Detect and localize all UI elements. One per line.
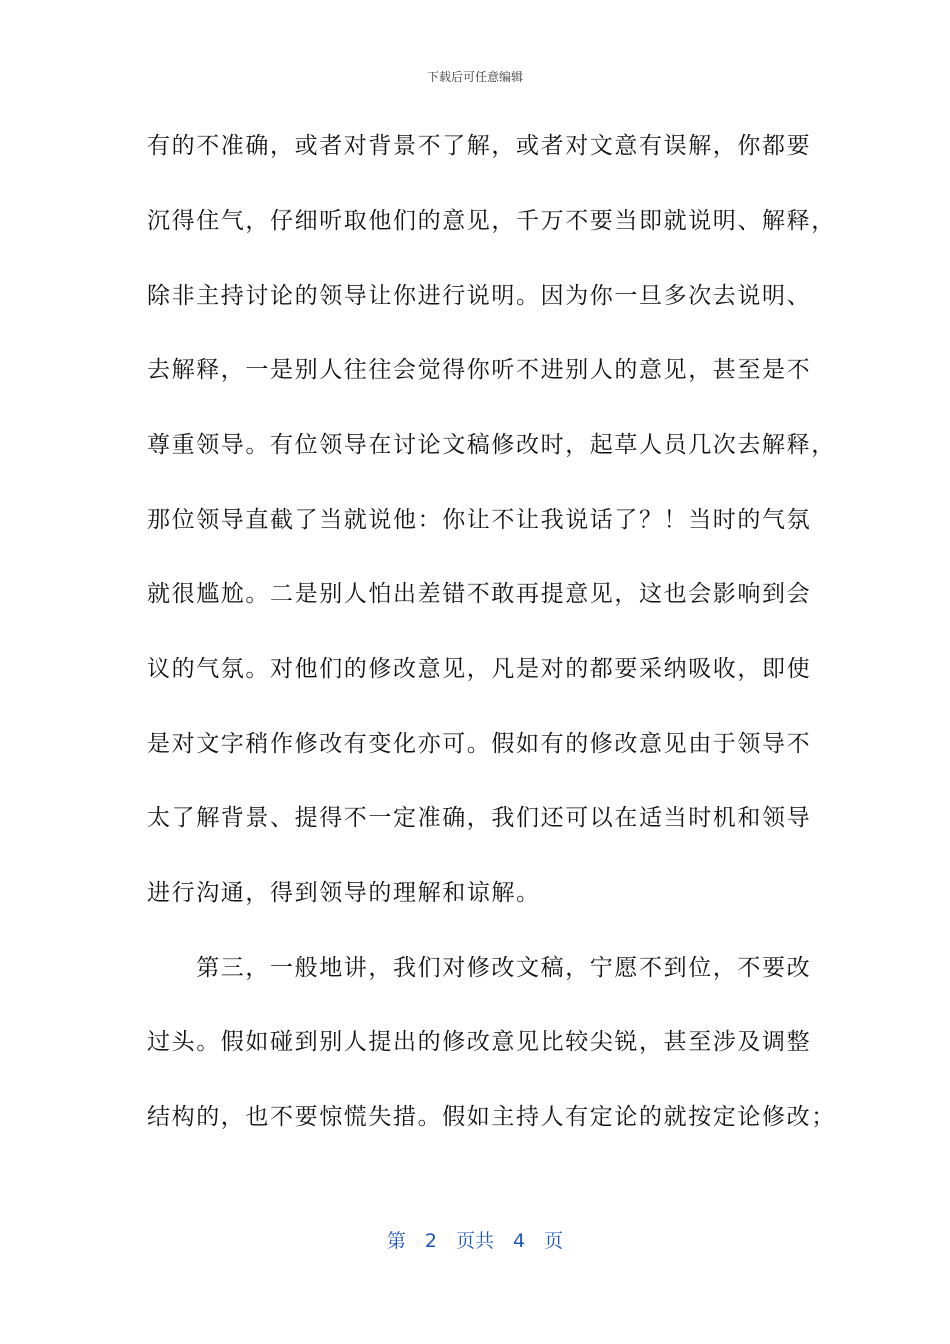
text-line: 议的气氛。对他们的修改意见，凡是对的都要采纳吸收，即使 bbox=[147, 656, 812, 682]
text-line: 就很尴尬。二是别人怕出差错不敢再提意见，这也会影响到会 bbox=[147, 581, 812, 607]
text-line: 第三，一般地讲，我们对修改文稿，宁愿不到位，不要改 bbox=[147, 955, 812, 981]
text-line: 沉得住气，仔细听取他们的意见，千万不要当即就说明、解释， bbox=[147, 208, 836, 234]
page-number-footer: 第 2 页共 4 页 bbox=[386, 1230, 564, 1252]
text-line: 去解释，一是别人往往会觉得你听不进别人的意见，甚至是不 bbox=[147, 357, 812, 383]
text-line: 那位领导直截了当就说他：你让不让我说话了？！当时的气氛 bbox=[147, 507, 812, 533]
text-line: 尊重领导。有位领导在讨论文稿修改时，起草人员几次去解释， bbox=[147, 432, 836, 458]
text-line: 有的不准确，或者对背景不了解，或者对文意有误解，你都要 bbox=[147, 133, 812, 159]
text-line: 结构的，也不要惊慌失措。假如主持人有定论的就按定论修改； bbox=[147, 1104, 836, 1130]
text-line: 太了解背景、提得不一定准确，我们还可以在适当时机和领导 bbox=[147, 805, 812, 831]
text-line: 除非主持讨论的领导让你进行说明。因为你一旦多次去说明、 bbox=[147, 283, 812, 309]
text-line: 是对文字稍作修改有变化亦可。假如有的修改意见由于领导不 bbox=[147, 731, 812, 757]
text-line: 过头。假如碰到别人提出的修改意见比较尖锐，甚至涉及调整 bbox=[147, 1029, 812, 1055]
text-line: 进行沟通，得到领导的理解和谅解。 bbox=[147, 880, 541, 906]
header-note: 下载后可任意编辑 bbox=[426, 70, 523, 84]
